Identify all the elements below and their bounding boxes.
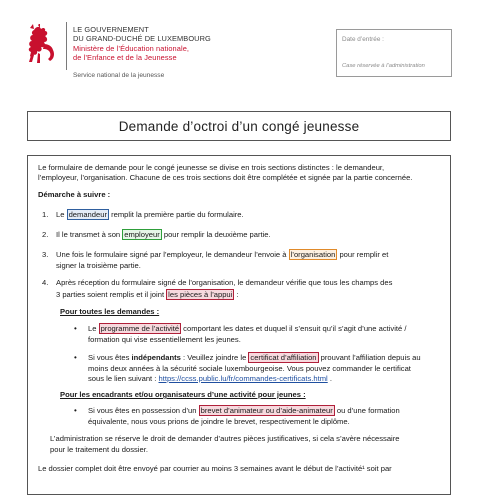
bullet-1-text-line-2: formation qui vise essentiellement les jeunes. xyxy=(88,335,241,344)
highlight-organisation: l’organisation xyxy=(290,250,336,259)
bullet-dot: • xyxy=(74,406,77,415)
highlight-demandeur: demandeur xyxy=(68,210,107,219)
date-entry-box[interactable] xyxy=(336,29,452,77)
page-title: Demande d’octroi d’un congé jeunesse xyxy=(118,118,360,134)
step-2-number: 2. xyxy=(42,230,49,239)
bullet-dot: • xyxy=(74,324,77,333)
step-3-text: Une fois le formulaire signé par l’employeur, le demandeur l’envoie à l’organisation pour remplir et xyxy=(56,250,389,259)
highlight-brevet: brevet d’animateur ou d’aide-animateur xyxy=(200,406,333,415)
admin-note-line-2: pour le traitement du dossier. xyxy=(50,445,148,454)
ministry-line-1: Ministère de l’Éducation nationale, xyxy=(73,43,190,53)
steps-heading: Démarche à suivre : xyxy=(38,190,111,199)
bullet-2-text-line-2: moins deux années à la sécurité sociale luxembourgeoise. Vous pouvez commander le certificat xyxy=(88,364,411,373)
step-3-text-line-2: signer la troisième partie. xyxy=(56,261,141,270)
step-2-text: Il le transmet à son employeur pour remplir la deuxième partie. xyxy=(56,230,271,239)
step-1-text: Le demandeur remplit la première partie du formulaire. xyxy=(56,210,244,219)
bullet-dot: • xyxy=(74,353,77,362)
bullet-2-text-line-3: sous le lien suivant : https://ccss.public.lu/fr/commandes-certificats.html . xyxy=(88,374,332,383)
admin-note-line-1: L’administration se réserve le droit de demander d’autres pièces justificatives, si cela s’avère nécessaire xyxy=(50,434,400,443)
government-name xyxy=(73,25,211,63)
intro-line-2: l’employeur, l’organisation. Chacune de ces trois sections doit être complétée et signée par la partie concernée. xyxy=(38,173,413,182)
bullet-3-text: Si vous êtes en possession d’un brevet d’animateur ou d’aide-animateur ou d’une formation xyxy=(88,406,400,415)
document-header xyxy=(0,0,480,100)
all-requests-heading: Pour toutes les demandes : xyxy=(60,307,160,316)
highlight-employeur: employeur xyxy=(124,230,160,239)
admin-reserved-note: Case réservée à l’administration xyxy=(342,63,425,69)
header-divider xyxy=(66,22,67,70)
organisers-heading: Pour les encadrants et/ou organisateurs d’une activité pour jeunes : xyxy=(60,390,306,399)
final-note-line-1: Le dossier complet doit être envoyé par courrier au moins 3 semaines avant le début de l’activité¹ soit par xyxy=(38,464,392,473)
step-1-number: 1. xyxy=(42,210,49,219)
step-4-number: 4. xyxy=(42,278,49,287)
step-3-number: 3. xyxy=(42,250,49,259)
highlight-programme: programme de l’activité xyxy=(100,324,180,333)
highlight-certificat: certificat d’affiliation xyxy=(250,353,317,362)
certificate-link[interactable]: https://ccss.public.lu/fr/commandes-certificats.html xyxy=(158,374,328,383)
highlight-pieces-appui: les pièces à l’appui xyxy=(168,290,233,299)
intro-line-1: Le formulaire de demande pour le congé jeunesse se divise en trois sections distinctes : le demandeur, xyxy=(38,163,385,172)
gov-line-2: DU GRAND-DUCHÉ DE LUXEMBOURG xyxy=(73,34,211,44)
step-4-text-line-1: Après réception du formulaire signé de l’organisation, le demandeur vérifie que tous les champs des xyxy=(56,278,393,287)
ministry-line-2: de l’Enfance et de la Jeunesse xyxy=(73,53,177,63)
gov-line-1: LE GOUVERNEMENT xyxy=(73,25,149,34)
date-entry-label: Date d’entrée : xyxy=(342,36,384,43)
luxembourg-lion-icon xyxy=(26,24,60,64)
bullet-2-text: Si vous êtes indépendants : Veuillez joindre le certificat d’affiliation prouvant l’affiliation depuis au xyxy=(88,353,421,362)
bullet-1-text: Le programme de l’activité comportant les dates et duquel il s’ensuit qu’il s’agit d’une activité / xyxy=(88,324,407,333)
step-4-text-line-2: 3 parties soient remplis et il joint les pièces à l’appui : xyxy=(56,290,239,299)
service-name: Service national de la jeunesse xyxy=(73,72,165,79)
instructions-box xyxy=(27,155,451,495)
title-box xyxy=(27,111,451,141)
bullet-3-text-line-2: équivalente, nous vous prions de joindre le brevet, respectivement le diplôme. xyxy=(88,417,350,426)
